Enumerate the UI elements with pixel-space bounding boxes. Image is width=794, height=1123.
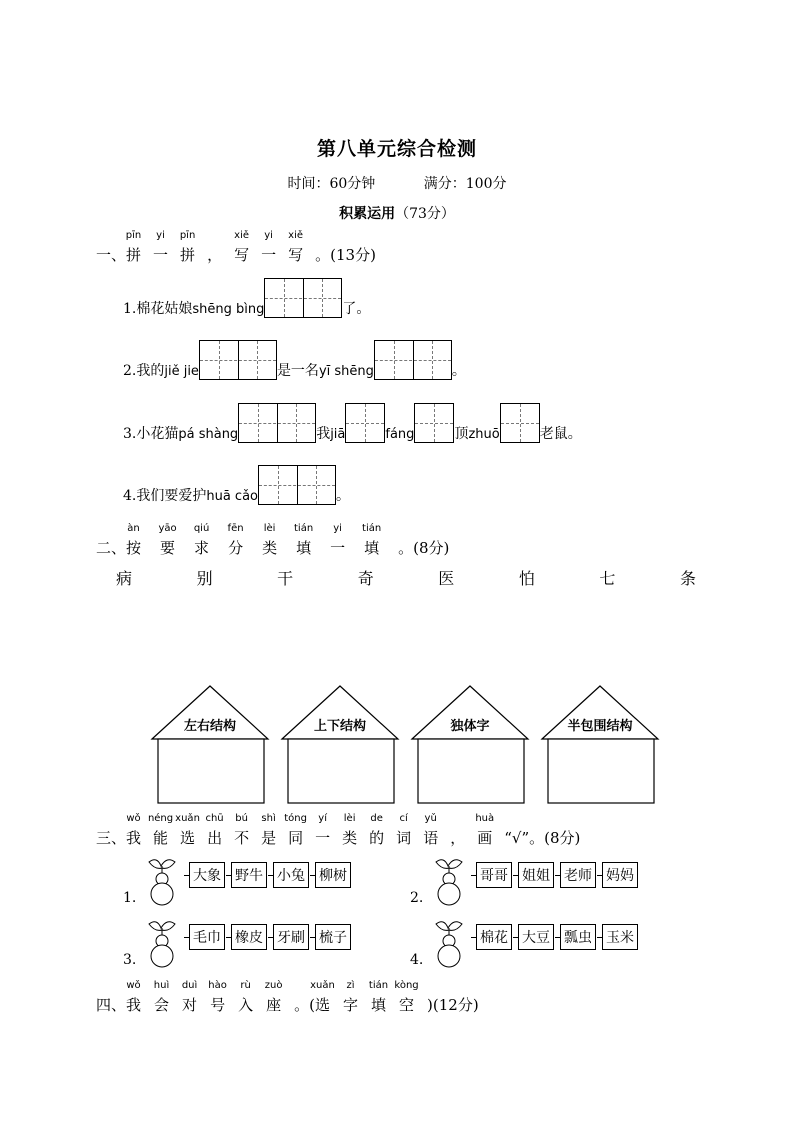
- q1-item-4-text: 4.我们要爱护: [123, 488, 207, 504]
- answer-grid[interactable]: [374, 340, 452, 380]
- pinyin-word: [362, 523, 382, 558]
- pinyin-word: [450, 827, 465, 848]
- group-number: 4.: [410, 952, 424, 968]
- hanzi: 类: [262, 539, 278, 557]
- pinyin: tián: [362, 523, 382, 534]
- answer-grid[interactable]: [258, 465, 336, 505]
- section-heading-score: （73分）: [395, 206, 455, 222]
- pinyin-word: [342, 813, 358, 848]
- answer-grid[interactable]: [199, 340, 277, 380]
- hanzi: 求: [194, 539, 210, 557]
- hanzi: 写: [234, 246, 250, 264]
- q1-item-3-pinyin-3: fáng: [385, 427, 415, 442]
- q4-prefix: 四、: [96, 996, 127, 1014]
- q1-item-2-pinyin-1: jiě jie: [164, 364, 199, 379]
- pinyin: kòng: [394, 980, 419, 991]
- gourd-icon: [143, 918, 185, 968]
- pinyin: yǔ: [424, 813, 437, 824]
- hanzi: 一: [261, 246, 277, 264]
- word-choice[interactable]: 大象: [189, 862, 225, 888]
- gourd-icon: [143, 856, 185, 906]
- pinyin-word: [126, 813, 142, 848]
- pinyin: shì: [261, 813, 276, 824]
- sort-character: 别: [196, 569, 213, 588]
- pinyin-word: [179, 230, 196, 265]
- q1-heading: [96, 230, 376, 265]
- pinyin-word: [126, 523, 142, 558]
- group-number: 2.: [410, 890, 424, 906]
- hanzi: 是: [261, 829, 277, 847]
- pinyin-word: [158, 523, 177, 558]
- q3-heading: [96, 813, 581, 848]
- word-group-1: [123, 856, 383, 912]
- answer-grid[interactable]: [500, 403, 540, 443]
- sort-character: 条: [679, 569, 696, 588]
- house-label: 独体字: [450, 719, 490, 734]
- hanzi: 一: [330, 539, 346, 557]
- answer-grid[interactable]: [264, 278, 342, 318]
- pinyin-word: [227, 523, 244, 558]
- pinyin: tián: [294, 523, 314, 534]
- q2-heading: [96, 523, 450, 558]
- pinyin-word: [205, 813, 224, 848]
- group-number: 3.: [123, 952, 137, 968]
- word-choice[interactable]: 梳子: [315, 924, 351, 950]
- word-choice[interactable]: 瓢虫: [560, 924, 596, 950]
- pinyin: xuǎn: [175, 813, 200, 824]
- pinyin-word: [261, 230, 277, 265]
- q2-suffix: 。(8分): [398, 539, 450, 557]
- house-answer-box[interactable]: [158, 739, 264, 803]
- time-limit: 时间：60分钟: [287, 176, 376, 192]
- house-label: 上下结构: [313, 719, 367, 734]
- word-choice[interactable]: 野牛: [231, 862, 267, 888]
- answer-grid[interactable]: [414, 403, 454, 443]
- pinyin-word: [310, 980, 335, 1015]
- hanzi: 选: [180, 829, 196, 847]
- hanzi: ，: [450, 829, 466, 847]
- q1-item-3-pinyin-1: pá shàng: [178, 427, 239, 442]
- pinyin-word: [262, 523, 278, 558]
- hanzi: 按: [126, 539, 142, 557]
- sort-character: 怕: [518, 569, 535, 588]
- hanzi: 对: [182, 996, 198, 1014]
- word-choice[interactable]: 妈妈: [602, 862, 638, 888]
- pinyin-word: [342, 980, 358, 1015]
- pinyin-word: [153, 230, 169, 265]
- q1-item-2-mid: 是一名: [276, 363, 319, 379]
- word-group-4: [410, 918, 670, 974]
- hanzi: ，: [207, 246, 223, 264]
- hanzi: 语: [423, 829, 439, 847]
- pinyin-word: [369, 813, 385, 848]
- pinyin: wǒ: [126, 813, 141, 824]
- pinyin: lèi: [343, 813, 356, 824]
- word-choice[interactable]: 姐姐: [518, 862, 554, 888]
- pinyin-word: [147, 813, 174, 848]
- exam-meta: [0, 173, 794, 193]
- house-answer-box[interactable]: [288, 739, 394, 803]
- hanzi: 一: [153, 246, 169, 264]
- hanzi: 拼: [126, 246, 142, 264]
- hanzi: 我: [126, 996, 142, 1014]
- pinyin: xiě: [234, 230, 250, 241]
- page-title: 第八单元综合检测: [316, 138, 477, 160]
- gourd-icon: [430, 856, 472, 906]
- pinyin-word: [153, 980, 170, 1015]
- pinyin: huì: [153, 980, 170, 991]
- house-answer-box[interactable]: [548, 739, 654, 803]
- pinyin: pīn: [125, 230, 142, 241]
- pinyin-word: [175, 813, 200, 848]
- q1-item-4-end: 。: [336, 488, 351, 504]
- pinyin: rù: [240, 980, 251, 991]
- q4-heading: [96, 980, 479, 1015]
- pinyin-word: [315, 813, 331, 848]
- word-choice[interactable]: 哥哥: [476, 862, 512, 888]
- pinyin-word: [475, 813, 495, 848]
- q1-suffix: 。(13分): [315, 246, 376, 264]
- hanzi: 画: [477, 829, 493, 847]
- pinyin: pīn: [179, 230, 196, 241]
- full-score: 满分：100分: [423, 176, 507, 192]
- word-choice[interactable]: 毛巾: [189, 924, 225, 950]
- hanzi: 字: [342, 996, 358, 1014]
- word-choice[interactable]: 老师: [560, 862, 596, 888]
- pinyin: néng: [147, 813, 174, 824]
- pinyin: àn: [127, 523, 140, 534]
- pinyin: xuǎn: [310, 980, 335, 991]
- hanzi: 拼: [180, 246, 196, 264]
- pinyin: lèi: [263, 523, 276, 534]
- pinyin: qiú: [193, 523, 210, 534]
- section-heading-title: 积累运用: [339, 206, 396, 222]
- pinyin: cí: [399, 813, 408, 824]
- q3-prefix: 三、: [96, 829, 127, 847]
- pinyin-word: [208, 980, 227, 1015]
- hanzi: 填: [364, 539, 380, 557]
- pinyin-word: [126, 980, 142, 1015]
- hanzi: 的: [369, 829, 385, 847]
- pinyin-word: [207, 244, 222, 265]
- q1-item-1: [123, 278, 370, 318]
- gourd-icon: [430, 918, 472, 968]
- pinyin: bú: [235, 813, 248, 824]
- q1-item-2-text: 2.我的: [123, 363, 165, 379]
- answer-grid[interactable]: [238, 403, 316, 443]
- pinyin-word: [238, 980, 254, 1015]
- hanzi: 出: [207, 829, 223, 847]
- section-heading: [0, 203, 794, 223]
- word-choice[interactable]: 牙刷: [273, 924, 309, 950]
- q1-prefix: 一、: [96, 246, 127, 264]
- pinyin: fēn: [227, 523, 244, 534]
- q1-item-3: [123, 403, 582, 443]
- pinyin-word: [423, 813, 439, 848]
- hanzi: 填: [296, 539, 312, 557]
- sort-character: 七: [599, 569, 616, 588]
- q1-item-2-end: 。: [451, 363, 466, 379]
- q1-item-1-pinyin: shēng bìng: [192, 302, 265, 317]
- pinyin: yí: [318, 813, 327, 824]
- q1-item-3-pinyin-2: jiā: [330, 427, 346, 442]
- sort-character: 病: [116, 569, 133, 588]
- sort-character: 奇: [357, 569, 374, 588]
- q1-item-3-text: 3.小花猫: [123, 426, 179, 442]
- group-number: 1.: [123, 890, 137, 906]
- hanzi: 能: [153, 829, 169, 847]
- pinyin: yi: [156, 230, 165, 241]
- pinyin-word: [261, 813, 277, 848]
- answer-grid[interactable]: [345, 403, 385, 443]
- pinyin-word: [330, 523, 346, 558]
- pinyin-word: [234, 813, 250, 848]
- pinyin-word: [234, 230, 250, 265]
- q1-item-3-pinyin-4: zhuō: [468, 427, 500, 442]
- hanzi: 要: [160, 539, 176, 557]
- character-row: [116, 566, 696, 589]
- word-choice[interactable]: 橡皮: [231, 924, 267, 950]
- pinyin: hào: [208, 980, 227, 991]
- hanzi: 空: [399, 996, 415, 1014]
- q4-suffix: )(12分): [427, 996, 479, 1014]
- q1-item-1-end: 了。: [342, 301, 371, 317]
- hanzi: 分: [228, 539, 244, 557]
- q2-prefix: 二、: [96, 539, 127, 557]
- sort-character: 医: [438, 569, 455, 588]
- pinyin: zì: [346, 980, 355, 991]
- hanzi: 同: [288, 829, 304, 847]
- pinyin-word: [396, 813, 412, 848]
- house-1: [152, 686, 268, 803]
- hanzi: 会: [154, 996, 170, 1014]
- word-choice[interactable]: 玉米: [602, 924, 638, 950]
- hanzi: 一: [315, 829, 331, 847]
- house-label: 半包围结构: [567, 719, 633, 734]
- house-3: [412, 686, 528, 803]
- pinyin-word: [264, 980, 283, 1015]
- house-label: 左右结构: [183, 719, 237, 734]
- pinyin-word: [394, 980, 419, 1015]
- word-group-3: [123, 918, 383, 974]
- pinyin: yi: [333, 523, 342, 534]
- word-choice[interactable]: 小兔: [273, 862, 309, 888]
- pinyin: de: [370, 813, 383, 824]
- pinyin: huà: [475, 813, 495, 824]
- pinyin: duì: [181, 980, 198, 991]
- pinyin-word: [368, 980, 389, 1015]
- pinyin: zuò: [264, 980, 283, 991]
- pinyin-word: [288, 230, 304, 265]
- hanzi: 座: [266, 996, 282, 1014]
- word-choice[interactable]: 棉花: [476, 924, 512, 950]
- q1-item-4-pinyin: huā cǎo: [206, 489, 259, 504]
- pinyin: chū: [205, 813, 224, 824]
- pinyin: xiě: [288, 230, 304, 241]
- pinyin-word: [193, 523, 210, 558]
- pinyin: tóng: [284, 813, 307, 824]
- house-4: [542, 686, 658, 803]
- q1-item-3-mid-2: 顶: [454, 426, 469, 442]
- pinyin: tián: [368, 980, 389, 991]
- q4-mid: 。(: [294, 996, 315, 1014]
- q1-item-4: [123, 465, 350, 505]
- hanzi: 不: [234, 829, 250, 847]
- hanzi: 入: [238, 996, 254, 1014]
- pinyin-word: [294, 523, 314, 558]
- pinyin-word: [125, 230, 142, 265]
- q1-item-3-mid-1: 我: [316, 426, 331, 442]
- pinyin-word: [284, 813, 307, 848]
- hanzi: 号: [210, 996, 226, 1014]
- hanzi: 词: [396, 829, 412, 847]
- pinyin-word: [181, 980, 198, 1015]
- pinyin: yi: [264, 230, 273, 241]
- q1-item-2: [123, 340, 466, 380]
- hanzi: 选: [314, 996, 330, 1014]
- hanzi: 我: [126, 829, 142, 847]
- q1-item-3-end: 老鼠。: [539, 426, 582, 442]
- hanzi: 类: [342, 829, 358, 847]
- word-group-2: [410, 856, 670, 912]
- houses-diagram: [140, 682, 670, 807]
- q3-suffix: “√”。(8分): [504, 829, 581, 847]
- hanzi: 填: [371, 996, 387, 1014]
- pinyin: yāo: [158, 523, 177, 534]
- word-choice[interactable]: 柳树: [315, 862, 351, 888]
- house-answer-box[interactable]: [418, 739, 524, 803]
- pinyin: wǒ: [126, 980, 141, 991]
- word-choice[interactable]: 大豆: [518, 924, 554, 950]
- sort-character: 干: [277, 569, 294, 588]
- house-2: [282, 686, 398, 803]
- q1-item-2-pinyin-2: yī shēng: [318, 364, 374, 379]
- hanzi: 写: [288, 246, 304, 264]
- q1-item-1-text: 1.棉花姑娘: [123, 301, 193, 317]
